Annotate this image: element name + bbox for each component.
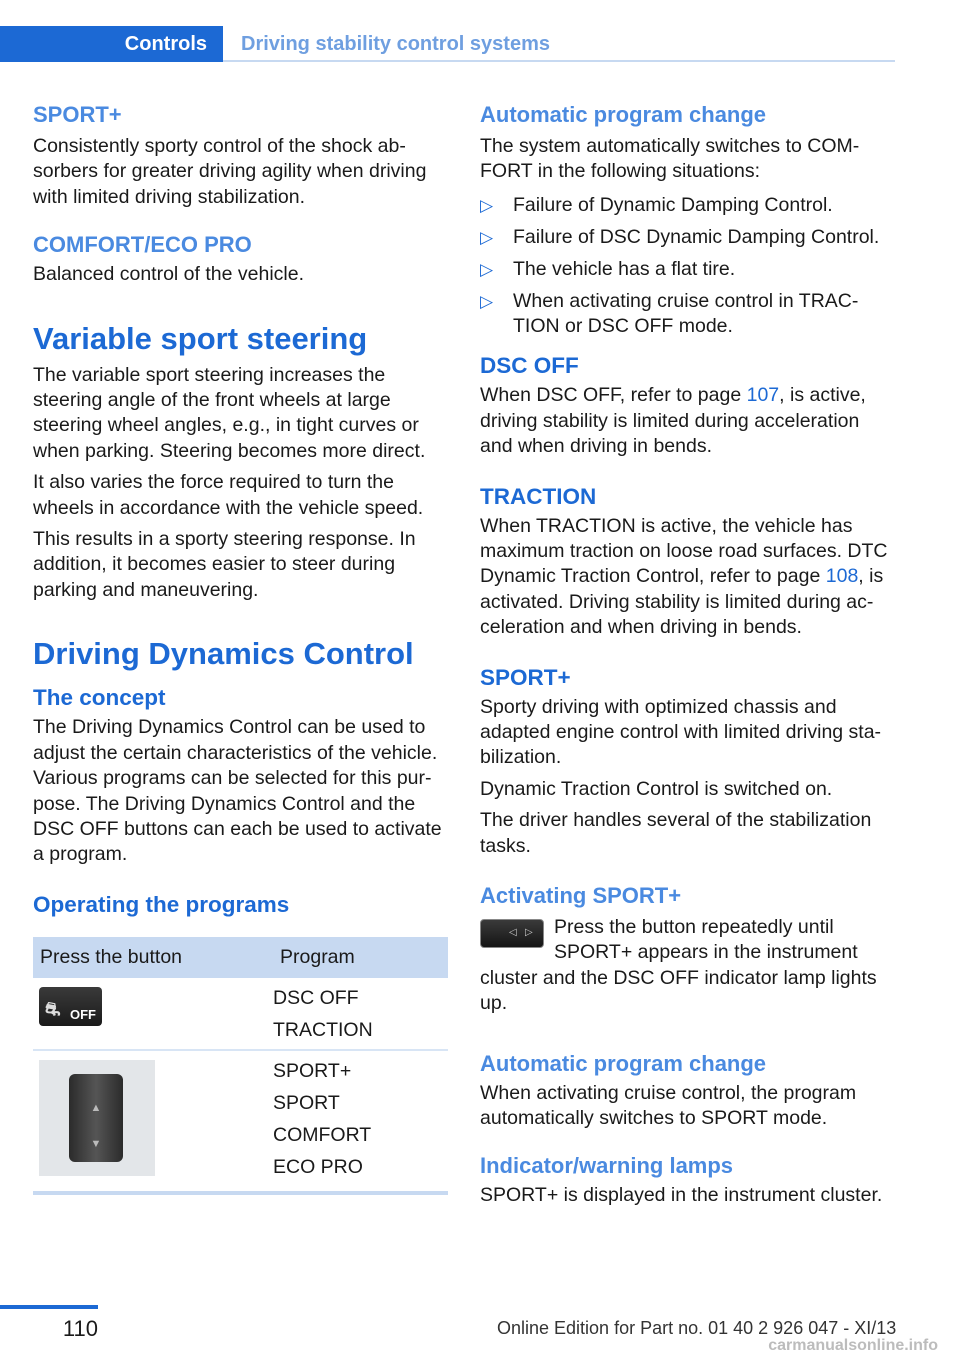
triangle-bullet-icon: ▷ [480,259,494,279]
watermark: carmanualsonline.info [768,1337,938,1354]
ddc-switch-image [39,1060,155,1176]
right-column [480,100,895,1209]
sport-plus-paragraph-1: Sporty driving with optimized chassis and adapted engine control with limited driving sta-bilization. [480,695,882,769]
dsc-off-button-image [39,987,102,1026]
comfort-heading: COMFORT/ECO PRO [33,232,252,258]
arrow-down-icon: ▼ [90,1137,102,1150]
indicator-heading: Indicator/warning lamps [480,1153,734,1179]
activating-block [480,915,895,1017]
program-traction: TRACTION [273,1018,373,1041]
chapter-title[interactable]: Driving stability control systems [223,26,895,62]
auto-change-2-heading: Automatic program change [480,1050,767,1076]
dsc-off-heading: DSC OFF [480,353,579,379]
vss-paragraph-2: It also varies the force required to turn the wheels in accordance with the vehicle speed. [33,471,424,519]
list-item: ▷ When activating cruise control in TRAC-TION or DSC OFF mode. [480,289,859,337]
page-link-107[interactable]: 107 [746,384,780,407]
vss-paragraph-1: The variable sport steering increases the steering angle of the front wheels at large steering wheel angles, e.g., in tight curves or when parking. Steering becomes more direct. [33,363,426,462]
left-column [33,100,448,1195]
vss-paragraph-3: This results in a sporty steering response. In addition, it becomes easier to steer during parking and maneuvering. [33,528,416,601]
program-table [33,937,448,1195]
sport-plus-heading: SPORT+ [33,102,122,127]
edition-text: Online Edition for Part no. 01 40 2 926 047 - XI/13 [497,1318,897,1338]
sport-plus-paragraph-3: The driver handles several of the stabilization tasks. [480,809,872,857]
triangle-bullet-icon: ▷ [480,291,494,311]
traction-heading: TRACTION [480,483,597,509]
list-item: ▷ Failure of DSC Dynamic Damping Control. [480,225,895,250]
activating-text-b: cluster and the DSC OFF indicator lamp lights up. [480,966,877,1015]
list-item: ▷ The vehicle has a flat tire. [480,257,895,282]
table-row [33,1050,448,1193]
concept-text: The Driving Dynamics Control can be used to adjust the certain characteristics of the vehicle. Various programs can be selected for this pur-pose. The Driving Dynamics Control and the DSC OFF buttons can each be used to activate a program. [33,716,442,866]
traction-text: When TRACTION is active, the vehicle has maximum traction on loose road surfaces. DTC Dynamic Traction Control, refer to page 108, is activated. Driving stability is limited during ac-celeration and when driving in bends. [480,514,888,639]
auto-change-2-text: When activating cruise control, the program automatically switches to SPORT mode. [480,1081,857,1130]
indicator-text: SPORT+ is displayed in the instrument cluster. [480,1184,883,1207]
vss-heading: Variable sport steering [33,320,368,356]
sport-plus-paragraph-2: Dynamic Traction Control is switched on. [480,777,833,800]
auto-change-text: The system automatically switches to COM-FORT in the following situations: [480,135,860,183]
concept-heading: The concept [33,685,166,711]
table-header-button: Press the button [33,937,273,978]
rocker-switch [69,1074,123,1162]
auto-change-heading: Automatic program change [480,102,767,127]
activating-heading: Activating SPORT+ [480,883,682,909]
arrow-left-icon: ◁ [509,927,517,939]
program-sport: SPORT [273,1091,340,1114]
sport-plus-heading-right: SPORT+ [480,664,571,690]
car-skid-icon: ⛐ [45,998,61,1019]
sport-button-image [480,919,544,948]
arrow-up-icon: ▲ [90,1101,102,1114]
section-tab[interactable]: Controls [0,26,223,62]
program-sport-plus: SPORT+ [273,1059,352,1082]
page-number: 110 [62,1316,98,1341]
dsc-off-button-label: OFF [70,1006,96,1022]
table-row [33,978,448,1050]
page-link-108[interactable]: 108 [825,565,859,588]
ddc-heading: Driving Dynamics Control [33,636,414,672]
program-eco-pro: ECO PRO [273,1155,363,1178]
table-header-program: Program [273,937,448,978]
dsc-off-text: When DSC OFF, refer to page 107, is active, driving stability is limited during acceleration and when driving in bends. [480,384,866,458]
operating-heading: Operating the programs [33,891,290,917]
triangle-bullet-icon: ▷ [480,227,494,247]
page-header [0,26,895,62]
comfort-text: Balanced control of the vehicle. [33,263,305,286]
list-item: ▷ Failure of Dynamic Damping Control. [480,193,895,218]
sport-plus-text: Consistently sporty control of the shock ab-sorbers for greater driving agility when driving with limited driving stabilization. [33,135,427,208]
program-dsc-off: DSC OFF [273,986,359,1009]
auto-change-list [480,193,895,340]
triangle-bullet-icon: ▷ [480,195,494,215]
arrow-right-icon: ▷ [525,927,533,939]
activating-text-a: Press the button repeatedly until SPORT+ appears in the instrument [554,916,858,964]
program-comfort: COMFORT [273,1123,372,1146]
footer-bar [0,1305,98,1309]
